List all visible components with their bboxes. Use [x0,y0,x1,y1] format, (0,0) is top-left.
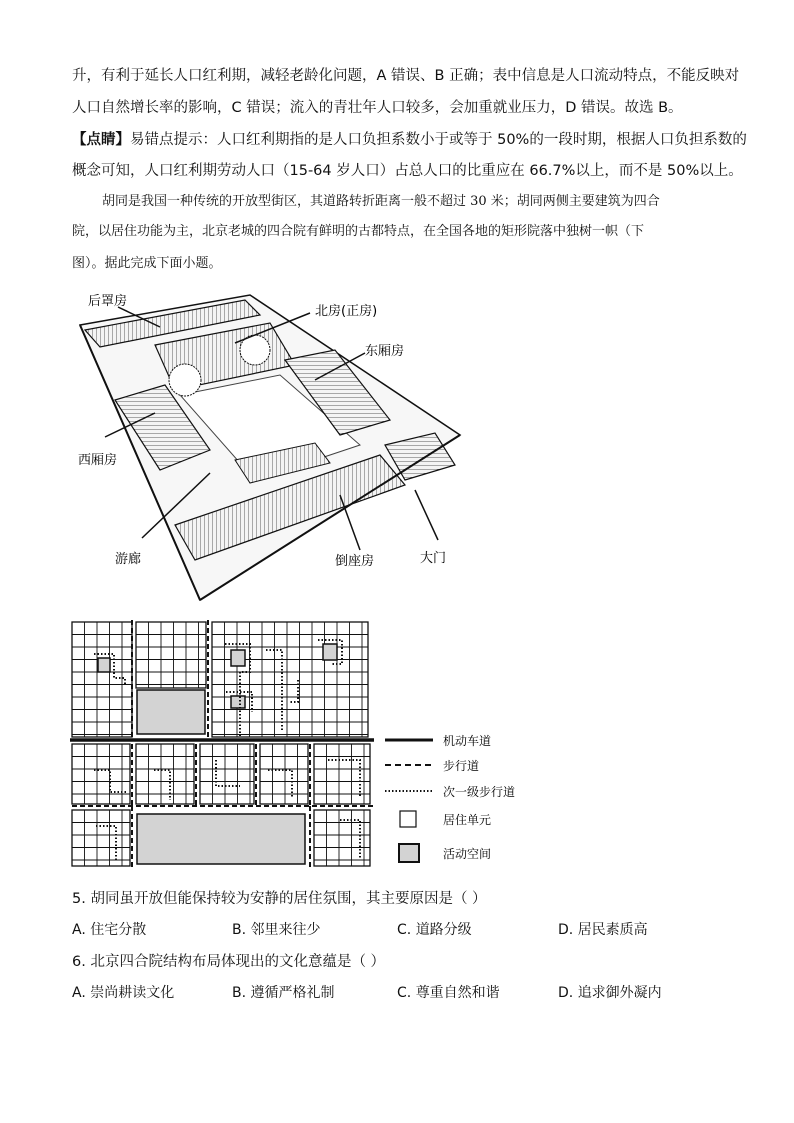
stem-line-2: 院，以居住功能为主，北京老城的四合院有鲜明的古都特点，在全国各地的矩形院落中独树一帜（下 [72,224,645,239]
legend-walk-label: 步行道 [443,759,480,773]
explanation-line-2: 人口自然增长率的影响，C 错误；流入的青壮年人口较多，会加重就业压力，D 错误。故选 B。 [72,100,683,116]
label-south-house: 倒座房 [335,554,375,569]
q6-option-c[interactable]: C. 尊重自然和谐 [397,985,500,1001]
activity-space-bottom [137,814,305,864]
q5-option-a[interactable]: A. 住宅分散 [72,922,147,938]
map-legend [385,725,545,870]
tip-line-1 [72,130,747,150]
residential-block [72,744,130,804]
residential-block [314,744,370,804]
q6-option-a[interactable]: A. 崇尚耕读文化 [72,985,175,1001]
residential-block [72,810,130,866]
question-6-stem: 6. 北京四合院结构布局体现出的文化意蕴是（ ） [72,954,386,970]
tip-label: 【点睛】 [72,132,130,148]
residential-block [260,744,308,804]
stem-line-3: 图）。据此完成下面小题。 [72,256,222,271]
label-back-house: 后罩房 [88,294,128,309]
label-north-house: 北房(正房) [315,304,378,319]
label-gate: 大门 [420,551,447,566]
hutong-grid-map [70,620,380,870]
legend-unit-label: 居住单元 [443,813,492,827]
legend-activity-swatch [399,844,419,862]
legend-motor-label: 机动车道 [443,734,492,748]
residential-block [136,622,206,688]
tip-line-2: 概念可知，人口红利期劳动人口（15-64 岁人口）占总人口的比重应在 66.7%以上，而不是 50%以上。 [72,163,743,179]
q5-option-c[interactable]: C. 道路分级 [397,922,472,938]
label-east-wing: 东厢房 [365,344,405,359]
explanation-line-1: 升，有利于延长人口红利期，减轻老龄化问题，A 错误、B 正确；表中信息是人口流动特点，不能反映对 [72,68,740,84]
question-5-stem: 5. 胡同虽开放但能保持较为安静的居住氛围，其主要原因是（ ） [72,891,487,907]
legend-unit-swatch [400,811,416,827]
residential-block [314,810,370,866]
stem-line-1: 胡同是我国一种传统的开放型街区，其道路转折距离一般不超过 30 米；胡同两侧主要建筑为四合 [102,194,660,209]
activity-space-top [137,690,205,734]
q6-option-b[interactable]: B. 遵循严格礼制 [232,985,335,1001]
q5-option-b[interactable]: B. 邻里来往少 [232,922,321,938]
label-west-wing: 西厢房 [78,453,118,468]
residential-block [212,622,368,737]
residential-block [136,744,194,804]
q5-option-d[interactable]: D. 居民素质高 [558,922,648,938]
residential-block [72,622,132,737]
residential-block [200,744,254,804]
siheyuan-illustration [60,285,480,605]
legend-subwalk-label: 次一级步行道 [443,785,516,799]
q6-option-d[interactable]: D. 追求御外凝内 [558,985,662,1001]
legend-activity-label: 活动空间 [443,847,492,861]
tip-text-1: 易错点提示：人口红利期指的是人口负担系数小于或等于 50%的一段时期，根据人口负担系数的 [130,132,747,148]
label-corridor: 游廊 [115,552,142,567]
tree-left [169,364,201,396]
